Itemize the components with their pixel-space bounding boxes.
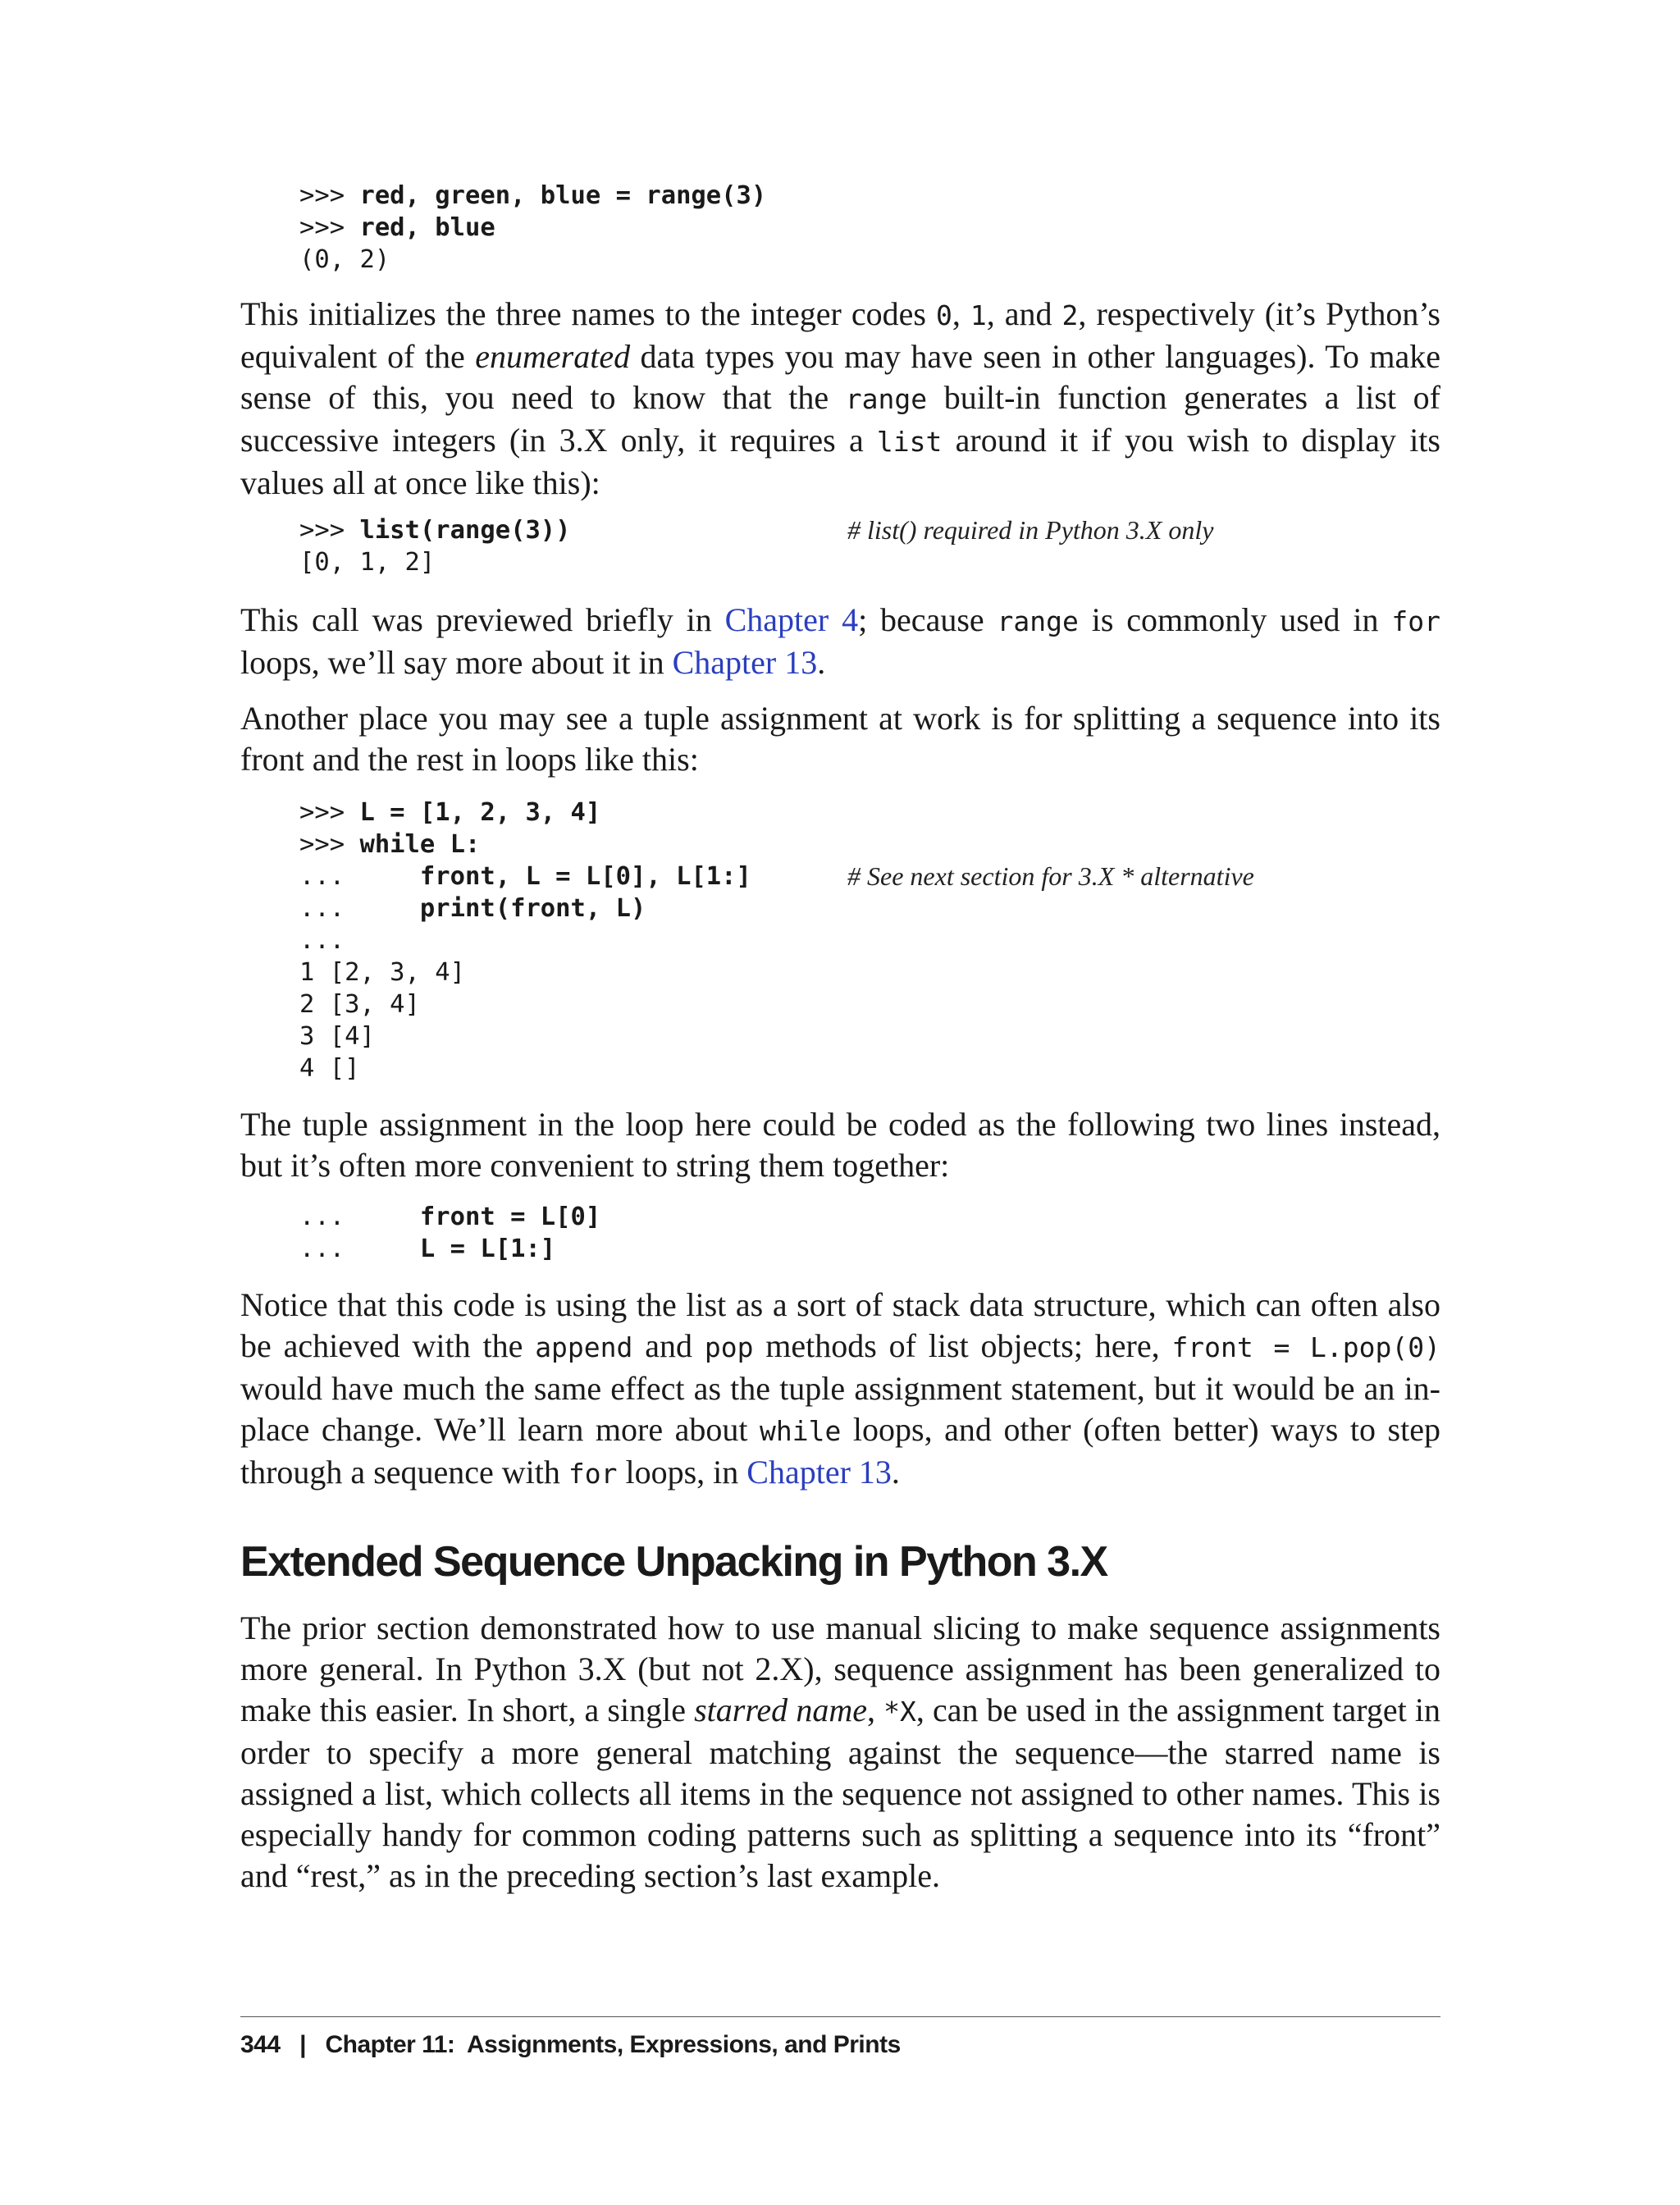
code-line	[299, 1233, 1448, 1265]
text-run: ; because	[858, 601, 998, 638]
code-input: L = L[1:]	[419, 1235, 556, 1263]
code-prompt: >>>	[299, 181, 360, 210]
text-run: methods of list objects; here,	[753, 1327, 1172, 1364]
text-run: loops, in	[617, 1454, 747, 1491]
inline-code: 0	[935, 299, 952, 331]
code-line	[299, 861, 1448, 892]
code-output: 3 [4]	[299, 1022, 375, 1051]
code-line	[299, 514, 1448, 546]
code-comment: # See next section for 3.X * alternative	[847, 861, 1254, 891]
code-input: red, blue	[359, 213, 495, 242]
text-run: ,	[952, 295, 970, 332]
code-prompt: >>>	[299, 516, 360, 545]
inline-code: *X	[883, 1696, 916, 1728]
text-run: built-in function generates a list of successive integers (in 3.X only, it requires a	[240, 379, 1440, 459]
text-run: is commonly used in	[1078, 601, 1392, 638]
paragraph-enumerated	[240, 294, 1440, 504]
code-input: L = [1, 2, 3, 4]	[359, 798, 601, 827]
code-line	[299, 244, 1448, 276]
code-line	[299, 829, 1448, 861]
code-line	[299, 988, 1448, 1020]
inline-code: while	[760, 1415, 842, 1447]
paragraph-tuple-loop	[240, 698, 1440, 780]
code-prompt: ...	[299, 1235, 420, 1263]
text-run: .	[817, 644, 826, 681]
text-run: The tuple assignment in the loop here could be coded as the following two lines instead, but it’s often more convenient to string them together:	[240, 1106, 1440, 1184]
page-footer	[240, 2031, 901, 2059]
section-heading: Extended Sequence Unpacking in Python 3.X	[240, 1538, 1107, 1586]
paragraph-extended-unpacking	[240, 1608, 1440, 1897]
paragraph-stack-note	[240, 1285, 1440, 1495]
code-block-while-loop	[299, 797, 1448, 1084]
text-run: This call was previewed briefly in	[240, 601, 725, 638]
code-prompt: ...	[299, 894, 420, 923]
text-run: ,	[866, 1691, 884, 1728]
inline-code: front = L.pop(0)	[1171, 1331, 1440, 1363]
code-output: [0, 1, 2]	[299, 548, 436, 577]
text-run: , and	[986, 295, 1062, 332]
inline-code: pop	[704, 1331, 754, 1363]
chapter-title: Chapter 11: Assignments, Expressions, and Prints	[325, 2031, 901, 2058]
inline-code: range	[845, 383, 928, 415]
code-line	[299, 180, 1448, 212]
code-prompt: ...	[299, 862, 420, 891]
code-output: 2 [3, 4]	[299, 990, 420, 1019]
code-input: front, L = L[0], L[1:]	[419, 862, 751, 891]
code-prompt: ...	[299, 1203, 420, 1231]
code-prompt: >>>	[299, 830, 360, 859]
text-run: and	[632, 1327, 705, 1364]
inline-code: append	[535, 1331, 633, 1363]
code-output: 4 []	[299, 1054, 360, 1083]
text-run: This initializes the three names to the integer codes	[240, 295, 936, 332]
code-input: while L:	[359, 830, 481, 859]
chapter-13-link[interactable]: Chapter 13	[746, 1454, 892, 1491]
text-run: data types you may have seen in other languages). To make sense of this, you need to know that the	[240, 338, 1440, 416]
code-output: (0, 2)	[299, 245, 390, 274]
code-output: 1 [2, 3, 4]	[299, 958, 465, 987]
footer-divider	[240, 2016, 1440, 2017]
text-run: Another place you may see a tuple assignment at work is for splitting a sequence into its front and the rest in loops like this:	[240, 700, 1440, 778]
text-run: The prior section demonstrated how to use manual slicing to make sequence assignments more general. In Python 3.X (but not 2.X), sequence assignment has been generalized to make this easier. In short, a single	[240, 1609, 1440, 1728]
code-input: front = L[0]	[419, 1203, 601, 1231]
text-run: , respectively (it’s Python’s equivalent of the	[240, 295, 1441, 375]
code-input: red, green, blue = range(3)	[359, 181, 767, 210]
text-run: , can be used in the assignment target in order to specify a more general matching against the sequence—the starred name is assigned a list, which collects all items in the sequence not assigned to other names. This is especially handy for common coding patterns such as splitting a sequence into its “front” and “rest,” as in the preceding section’s last example.	[240, 1691, 1441, 1894]
footer-separator: |	[299, 2031, 306, 2058]
code-line	[299, 546, 1448, 578]
inline-code: for	[568, 1458, 618, 1490]
code-prompt: >>>	[299, 213, 360, 242]
code-prompt: >>>	[299, 798, 360, 827]
paragraph-range-preview	[240, 600, 1440, 683]
emphasis: starred name	[694, 1691, 867, 1728]
code-block-range-unpack	[299, 180, 1448, 276]
code-block-list-range	[299, 514, 1448, 578]
text-run: would have much the same effect as the tuple assignment statement, but it would be an in-place change. We’ll learn more about	[240, 1370, 1440, 1448]
inline-code: list	[876, 426, 943, 458]
code-comment: # list() required in Python 3.X only	[847, 515, 1214, 545]
page-number: 344	[240, 2031, 281, 2058]
text-run: around it if you wish to display its values all at once like this):	[240, 422, 1440, 501]
code-block-front-rest	[299, 1201, 1448, 1265]
inline-code: for	[1391, 605, 1441, 637]
code-line	[299, 212, 1448, 244]
code-output: ...	[299, 926, 345, 955]
code-line	[299, 892, 1448, 924]
text-run: .	[891, 1454, 900, 1491]
code-line	[299, 1020, 1448, 1052]
emphasis: enumerated	[475, 338, 631, 375]
text-run: Notice that this code is using the list as a sort of stack data structure, which can often also be achieved with the	[240, 1286, 1440, 1364]
code-line	[299, 956, 1448, 988]
text-run: loops, we’ll say more about it in	[240, 644, 673, 681]
code-line	[299, 1052, 1448, 1084]
code-line	[299, 1201, 1448, 1233]
chapter-13-link[interactable]: Chapter 13	[672, 644, 818, 681]
code-line	[299, 797, 1448, 829]
paragraph-two-lines	[240, 1104, 1440, 1186]
inline-code: range	[997, 605, 1079, 637]
chapter-4-link[interactable]: Chapter 4	[724, 601, 859, 638]
code-line	[299, 924, 1448, 956]
text-run: loops, and other (often better) ways to step through a sequence with	[240, 1411, 1440, 1491]
inline-code: 1	[970, 299, 987, 331]
inline-code: 2	[1061, 299, 1079, 331]
code-input: print(front, L)	[419, 894, 646, 923]
code-input: list(range(3))	[359, 516, 571, 545]
